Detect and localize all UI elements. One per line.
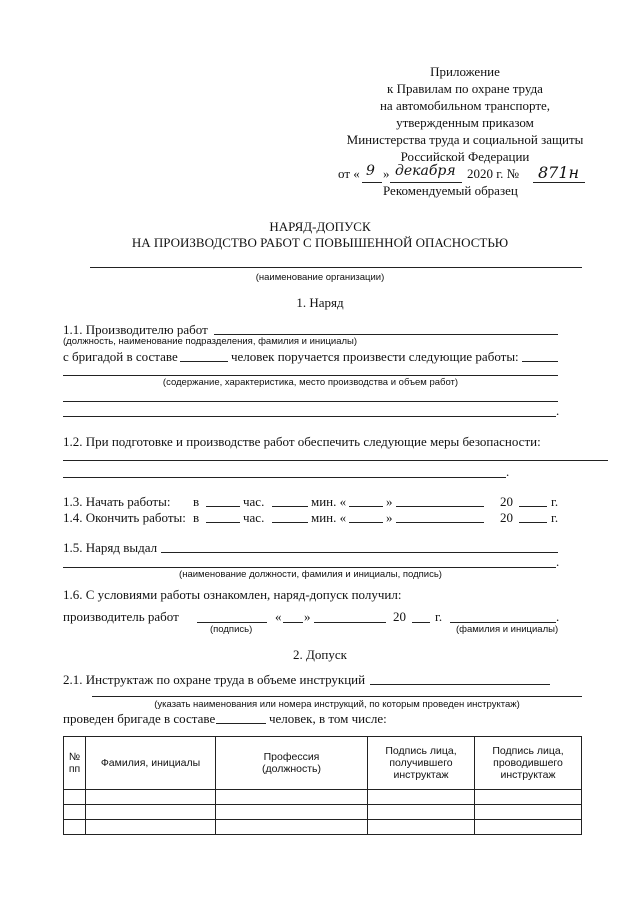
instructions-field-line-2[interactable] — [92, 696, 582, 697]
end-hour-field[interactable] — [272, 522, 308, 523]
table-cell[interactable] — [64, 820, 86, 835]
section-2-title: 2. Допуск — [293, 647, 347, 662]
conducted-count-field[interactable] — [216, 723, 266, 724]
producer-fio-caption: (фамилия и инициалы) — [456, 624, 559, 635]
year-suffix: г. — [551, 510, 559, 525]
table-cell[interactable] — [475, 805, 582, 820]
date-prefix: от « — [338, 166, 360, 181]
brigade-suffix: человек поручается произвести следующие работы: — [231, 349, 519, 364]
table-cell[interactable] — [86, 820, 216, 835]
form-title: НАРЯД-ДОПУСК — [269, 219, 371, 234]
column-header-receiver-signature: Подпись лица, получившего инструктаж — [368, 737, 475, 790]
brigade-size-field[interactable] — [180, 361, 228, 362]
start-day-field[interactable] — [206, 506, 240, 507]
producer-fio-field[interactable] — [450, 622, 556, 623]
item-1-3-label: 1.3. Начать работы: — [63, 494, 171, 509]
producer-end-dot: . — [556, 609, 560, 624]
producer-signature-caption: (подпись) — [210, 624, 253, 635]
works-caption: (содержание, характеристика, место производства и объем работ) — [162, 377, 459, 388]
works-field-line-3[interactable] — [63, 416, 556, 417]
table-row — [64, 790, 582, 805]
instructions-field[interactable] — [370, 684, 550, 685]
works-field[interactable] — [63, 375, 558, 376]
close-quote: » — [304, 609, 311, 624]
instructions-caption: (указать наименования или номера инструкций, по которым проведен инструктаж) — [154, 699, 520, 710]
table-cell[interactable] — [86, 790, 216, 805]
item-1-1-label: 1.1. Производителю работ — [63, 322, 208, 337]
appendix-line: к Правилам по охране труда — [387, 81, 543, 96]
works-field-line-2[interactable] — [63, 401, 558, 402]
end-month-field[interactable] — [396, 522, 484, 523]
table-cell[interactable] — [86, 805, 216, 820]
table-cell[interactable] — [368, 820, 475, 835]
safety-measures-field[interactable] — [63, 460, 608, 461]
open-quote: « — [275, 609, 282, 624]
item-1-6-text: 1.6. С условиями работы ознакомлен, наряд-допуск получил: — [63, 587, 402, 602]
recommended-sample: Рекомендуемый образец — [383, 183, 518, 198]
item-1-4-label: 1.4. Окончить работы: — [63, 510, 186, 525]
issued-by-field-line-2[interactable] — [63, 567, 556, 568]
briefing-table — [63, 736, 582, 835]
producer-signature-field[interactable] — [197, 622, 267, 623]
column-header-name: Фамилия, инициалы — [86, 737, 216, 790]
table-cell[interactable] — [475, 820, 582, 835]
start-minute-field[interactable] — [349, 506, 383, 507]
column-header-number: № пп — [64, 737, 86, 790]
order-number: 871н — [538, 163, 580, 182]
item-1-2-text: 1.2. При подготовке и производстве работ обеспечить следующие меры безопасности: — [63, 434, 541, 449]
quote-close: » — [386, 494, 393, 509]
end-year-field[interactable] — [519, 522, 547, 523]
issued-end-dot: . — [556, 554, 560, 569]
table-row — [64, 820, 582, 835]
safety-measures-field-line-2[interactable] — [63, 477, 506, 478]
date-day: 9 — [366, 163, 375, 179]
date-mid: » — [383, 166, 390, 181]
table-cell[interactable] — [64, 805, 86, 820]
appendix-line: на автомобильном транспорте, — [379, 98, 551, 113]
in-word: в — [193, 510, 200, 525]
brigade-prefix: с бригадой в составе — [63, 349, 178, 364]
table-cell[interactable] — [368, 790, 475, 805]
issued-by-field[interactable] — [161, 552, 558, 553]
in-word: в — [193, 494, 200, 509]
appendix-title: Приложение — [430, 64, 500, 79]
table-cell[interactable] — [64, 790, 86, 805]
year-prefix: 20 — [500, 494, 513, 509]
date-year: 2020 г. № — [467, 166, 520, 181]
work-producer-field[interactable] — [214, 334, 558, 335]
producer-year-prefix: 20 — [393, 609, 406, 624]
appendix-line: Министерства труда и социальной защиты — [346, 132, 584, 147]
column-header-instructor-signature: Подпись лица, проводившего инструктаж — [475, 737, 582, 790]
column-header-profession: Профессия (должность) — [216, 737, 368, 790]
min-word: мин. « — [311, 510, 347, 525]
form-subtitle: НА ПРОИЗВОДСТВО РАБОТ С ПОВЫШЕННОЙ ОПАСНОСТЬЮ — [131, 235, 509, 250]
producer-label: производитель работ — [63, 609, 179, 624]
producer-month-field[interactable] — [314, 622, 386, 623]
producer-year-field[interactable] — [412, 622, 430, 623]
end-minute-field[interactable] — [349, 522, 383, 523]
works-end-dot: . — [556, 403, 560, 418]
date-day-underline — [362, 182, 382, 183]
work-producer-caption: (должность, наименование подразделения, фамилия и инициалы) — [63, 336, 358, 347]
organization-caption: (наименование организации) — [255, 272, 385, 283]
works-inline-field[interactable] — [522, 361, 558, 362]
organization-field[interactable] — [90, 267, 582, 268]
appendix-line: Российской Федерации — [400, 149, 530, 164]
table-cell[interactable] — [216, 805, 368, 820]
section-1-title: 1. Наряд — [296, 295, 344, 310]
appendix-line: утвержденным приказом — [396, 115, 534, 130]
end-day-field[interactable] — [206, 522, 240, 523]
table-row — [64, 805, 582, 820]
table-cell[interactable] — [216, 790, 368, 805]
conducted-prefix: проведен бригаде в составе — [63, 711, 216, 726]
quote-close: » — [386, 510, 393, 525]
item-2-1-text: 2.1. Инструктаж по охране труда в объеме инструкций — [63, 672, 366, 687]
conducted-suffix: человек, в том числе: — [269, 711, 387, 726]
table-header-row — [64, 737, 582, 790]
start-year-field[interactable] — [519, 506, 547, 507]
table-cell[interactable] — [368, 805, 475, 820]
start-month-field[interactable] — [396, 506, 484, 507]
issued-by-caption: (наименование должности, фамилия и инициалы, подпись) — [179, 569, 442, 580]
producer-g-word: г. — [435, 609, 443, 624]
producer-day-field[interactable] — [283, 622, 303, 623]
item-1-5-label: 1.5. Наряд выдал — [63, 540, 158, 555]
date-month: декабря — [395, 163, 456, 179]
year-prefix: 20 — [500, 510, 513, 525]
hour-word: час. — [243, 510, 265, 525]
hour-word: час. — [243, 494, 265, 509]
min-word: мин. « — [311, 494, 347, 509]
start-hour-field[interactable] — [272, 506, 308, 507]
year-suffix: г. — [551, 494, 559, 509]
safety-end-dot: . — [506, 464, 510, 479]
table-cell[interactable] — [216, 820, 368, 835]
table-cell[interactable] — [475, 790, 582, 805]
order-number-underline — [533, 182, 585, 183]
